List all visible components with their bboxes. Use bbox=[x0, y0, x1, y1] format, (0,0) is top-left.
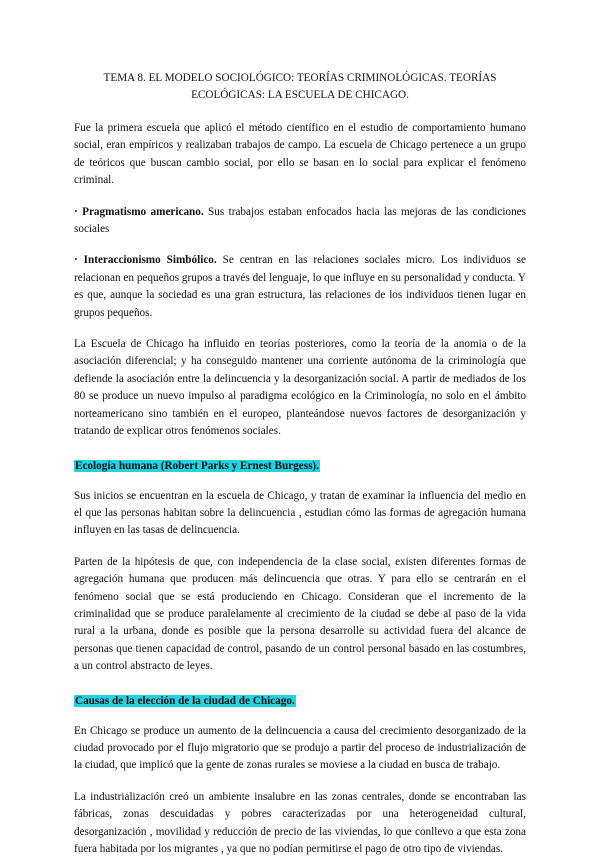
section-heading-causas bbox=[74, 693, 526, 710]
bullet-pragmatismo-text bbox=[74, 204, 526, 239]
influence-text: La Escuela de Chicago ha influido en teorías posteriores, como la teoría de la anomia o de la asociación diferencial; y ha conseguido mantener una corriente autónoma de la criminología que defiende la asociación entre la delincuencia y la desorganización social. A partir de mediados de los 80 se produce un nuevo impulso al paradigma ecológico en la Criminología, no solo en el ámbito norteamericano sino también en el europeo, planteándose nuevos factores de desorganización y tratando de explicar otros fenómenos sociales. bbox=[74, 338, 526, 438]
intro-paragraph bbox=[74, 120, 526, 190]
ecologia-text-2: Parten de la hipótesis de que, con independencia de la clase social, existen diferentes formas de agregación humana que producen más delincuencia que otras. Y para ello se centrarán en el fenómeno social que se está produciendo en Chicago. Consideran que el incremento de la criminalidad que se produce paralelamente al crecimiento de la ciudad se debe al paso de la vida rural a la urbana, donde es posible que la persona desarrolle su actividad fuera del alcance de personas que tienen capacidad de control, pasando de un control personal basado en las costumbres, a un control abstracto de leyes. bbox=[74, 555, 526, 673]
causas-text-2: La industrialización creó un ambiente insalubre en las zonas centrales, donde se encontraban las fábricas, zonas descuidadas y pobres caracterizadas por una heterogeneidad cultural, desorganización , movilidad y reducción de precio de las viviendas, lo que conllevo a que esta zona fuera habitada por los migrantes , ya que no podían permitirse el pago de otro tipo de viviendas. bbox=[74, 790, 526, 855]
section-heading-ecologia-text: Ecología humana (Robert Parks y Ernest Burgess). bbox=[75, 459, 319, 472]
bullet-pragmatismo bbox=[74, 204, 526, 239]
bullet-interaccionismo bbox=[74, 252, 526, 322]
bullet-interaccionismo-body: Se centran en las relaciones sociales micro. Los individuos se relacionan en pequeños grupos a través del lenguaje, lo que influye en su personalidad y conducta. Y es que, aunque la sociedad es una gran estructura, las relaciones de los individuos tienen lugar en grupos pequeños. bbox=[74, 254, 526, 319]
section-heading-ecologia bbox=[74, 458, 526, 475]
section-heading-causas-text: Causas de la elección de la ciudad de Chicago. bbox=[75, 694, 295, 707]
influence-paragraph bbox=[74, 336, 526, 440]
ecologia-text-1: Sus inicios se encuentran en la escuela de Chicago, y tratan de examinar la influencia del medio en el que las personas habitan sobre la delincuencia , estudian cómo las formas de agregación humana influyen en las tasas de delincuencia. bbox=[74, 489, 526, 537]
bullet-pragmatismo-body: Sus trabajos estaban enfocados hacia las mejoras de las condiciones sociales bbox=[74, 205, 526, 236]
intro-text: Fue la primera escuela que aplicó el método científico en el estudio de comportamiento humano social, eran empíricos y realizaban trabajos de campo. La escuela de Chicago pertenece a un grupo de teóricos que buscan cambio social, por ello se basan en lo social para explicar el fenómeno criminal. bbox=[74, 122, 526, 187]
ecologia-paragraph-1 bbox=[74, 488, 526, 540]
causas-text-1: En Chicago se produce un aumento de la delincuencia a causa del crecimiento desorganizado de la ciudad provocado por el flujo migratorio que se produjo a partir del proceso de industrialización de la ciudad, que implicó que la gente de zonas rurales se moviese a la ciudad en busca de trabajo. bbox=[74, 724, 526, 772]
bullet-interaccionismo-text bbox=[74, 252, 526, 322]
bullet-pragmatismo-lead: · Pragmatismo americano. bbox=[74, 205, 204, 218]
ecologia-paragraph-2 bbox=[74, 554, 526, 676]
causas-paragraph-1 bbox=[74, 723, 526, 775]
bullet-interaccionismo-lead: · Interaccionismo Simbólico. bbox=[74, 254, 217, 267]
document-title: TEMA 8. EL MODELO SOCIOLÓGICO: TEORÍAS CRIMINOLÓGICAS. TEORÍAS ECOLÓGICAS: LA ESCUELA DE CHICAGO. bbox=[103, 72, 497, 101]
